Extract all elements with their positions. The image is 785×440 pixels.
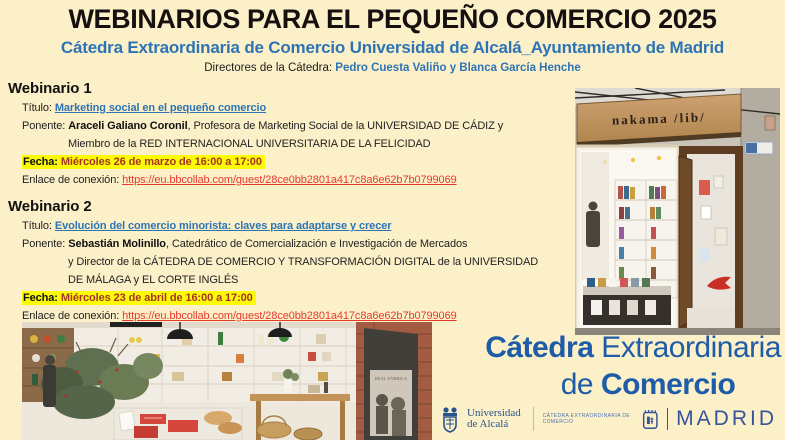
interior-photo bbox=[22, 322, 432, 440]
webinar2-ponente-line bbox=[8, 235, 608, 253]
wordmark-line2 bbox=[437, 366, 785, 403]
uah-logo bbox=[437, 405, 521, 433]
wordmark-line1 bbox=[437, 329, 785, 366]
uah-crest-icon bbox=[437, 405, 463, 433]
madrid-emblem-icon bbox=[642, 407, 659, 432]
webinar2-fecha-line bbox=[8, 289, 608, 307]
catedra-wordmark bbox=[437, 329, 785, 403]
person-silhouette bbox=[589, 202, 598, 211]
enlace-label: Enlace de conexión: bbox=[22, 174, 123, 186]
open-door-leaf bbox=[679, 156, 692, 328]
webinar2-fecha-value: Miércoles 23 de abril de 16:00 a 17:00 bbox=[60, 292, 253, 304]
webinar1-ponente-name: Araceli Galiano Coronil bbox=[68, 120, 188, 132]
webinar2-titulo-line bbox=[8, 217, 608, 235]
catedra-small-text: CÁTEDRA EXTRAORDINARIA DE COMERCIO bbox=[542, 413, 631, 425]
uah-name-line1: Universidad bbox=[467, 406, 521, 419]
webinar1-ponente-rest: , Profesora de Marketing Social de la UNIVERSIDAD DE CÁDIZ y bbox=[187, 120, 504, 132]
wordmark-comercio: Comercio bbox=[600, 368, 736, 401]
uah-logo-text bbox=[467, 408, 521, 431]
front-counter bbox=[114, 408, 242, 440]
logo-divider bbox=[533, 407, 534, 431]
enlace-label: Enlace de conexión: bbox=[22, 310, 123, 322]
madrid-logo-divider bbox=[667, 408, 669, 430]
webinar2-enlace-url[interactable]: https://eu.bbcollab.com/guest/28ce0bb2801a417c8a6e62b7b0799069 bbox=[122, 310, 457, 322]
display-board bbox=[364, 328, 418, 440]
fecha-label: Fecha: bbox=[23, 156, 61, 168]
storefront-photo bbox=[575, 88, 780, 335]
ponente-label: Ponente: bbox=[22, 120, 69, 132]
shop-door bbox=[679, 146, 743, 335]
uah-name-line2: de Alcalá bbox=[467, 418, 509, 430]
webinar1-heading: Webinario 1 bbox=[8, 80, 92, 97]
webinar1-fecha-highlight bbox=[22, 155, 265, 169]
webinar1-enlace-url[interactable]: https://eu.bbcollab.com/guest/28ce0bb2801a417c8a6e62b7b0799069 bbox=[122, 174, 457, 186]
webinar1-titulo-link[interactable]: Marketing social en el pequeño comercio bbox=[54, 102, 267, 114]
webinars-section bbox=[8, 79, 608, 325]
ceiling-fixture bbox=[110, 322, 162, 327]
directors-line bbox=[0, 62, 785, 74]
webinar1-ponente-line2: Miembro de la RED INTERNACIONAL UNIVERSITARIA DE LA FELICIDAD bbox=[68, 138, 431, 150]
wall-poster bbox=[765, 116, 775, 130]
wordmark-catedra: Cátedra bbox=[485, 331, 594, 364]
webinar2-fecha-highlight bbox=[22, 291, 256, 305]
webinar2-ponente-line3: DE MÁLAGA y EL CORTE INGLÉS bbox=[68, 274, 239, 286]
wordmark-de: de bbox=[560, 368, 601, 401]
webinar1-titulo-line bbox=[8, 99, 608, 117]
webinar1-enlace-line bbox=[8, 171, 608, 189]
webinar2-heading: Webinario 2 bbox=[8, 198, 92, 215]
nakama-sign-text: nakama /lib/ bbox=[611, 109, 706, 128]
webinar1-fecha-value: Miércoles 26 de marzo de 16:00 a 17:00 bbox=[60, 156, 262, 168]
display-board-text: REAL FÁBRICA bbox=[374, 376, 408, 381]
webinar2-titulo-link[interactable]: Evolución del comercio minorista: claves para adaptarse y crecer bbox=[54, 220, 392, 232]
page-subtitle: Cátedra Extraordinaria de Comercio Universidad de Alcalá_Ayuntamiento de Madrid bbox=[60, 38, 725, 57]
wordmark-extraordinaria: Extraordinaria bbox=[593, 331, 781, 364]
titulo-label: Título: bbox=[22, 102, 55, 114]
webinar2-ponente-rest: , Catedrático de Comercialización e Investigación de Mercados bbox=[165, 238, 468, 250]
titulo-label: Título: bbox=[22, 220, 55, 232]
shop-window bbox=[575, 146, 679, 335]
madrid-logo-text: MADRID bbox=[676, 407, 777, 430]
webinar1-ponente-line bbox=[8, 117, 608, 135]
webinar2-ponente-line2: y Director de la CÁTEDRA DE COMERCIO Y TRANSFORMACIÓN DIGITAL de la UNIVERSIDAD bbox=[68, 256, 539, 268]
person-silhouette bbox=[45, 355, 55, 365]
webinar1-fecha-line bbox=[8, 153, 608, 171]
webinar2-ponente-name: Sebastián Molinillo bbox=[68, 238, 166, 250]
page-title: WEBINARIOS PARA EL PEQUEÑO COMERCIO 2025 bbox=[68, 4, 717, 34]
fecha-label: Fecha: bbox=[23, 292, 61, 304]
directors-label: Directores de la Cátedra: bbox=[204, 62, 336, 74]
directors-names: Pedro Cuesta Valiño y Blanca García Henche bbox=[335, 62, 581, 74]
ponente-label: Ponente: bbox=[22, 238, 69, 250]
logos-row bbox=[437, 402, 781, 436]
